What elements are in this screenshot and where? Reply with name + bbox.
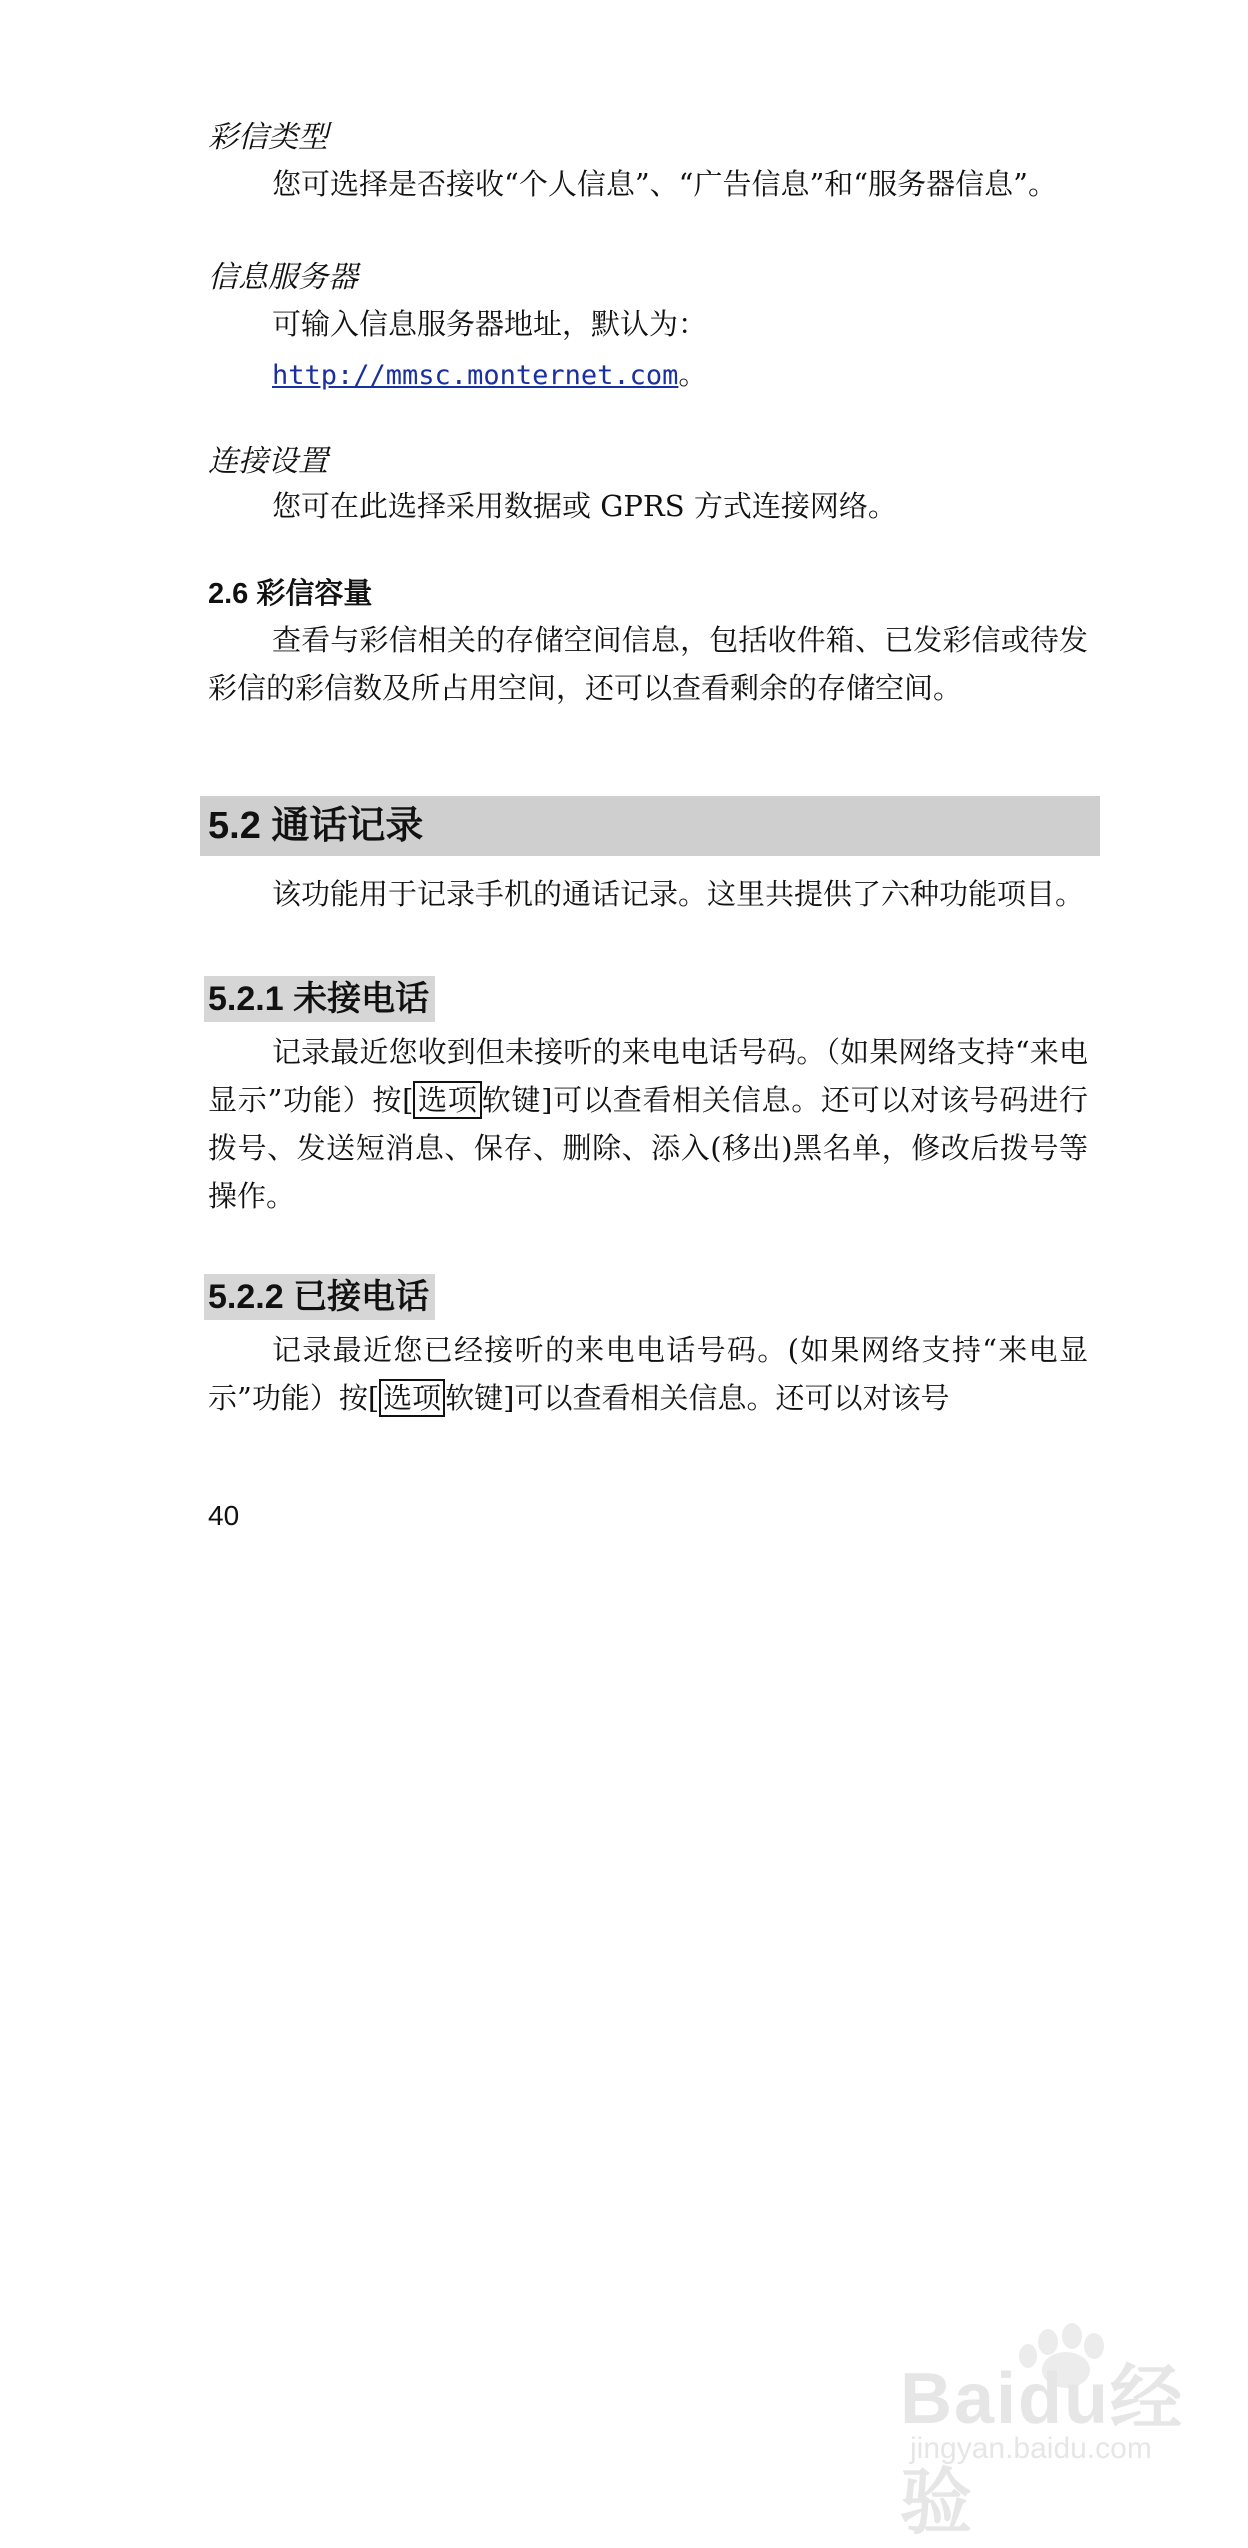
watermark-brand: Baidu经验	[900, 2359, 1185, 2543]
received-text-after: 软键]可以查看相关信息。还可以对该号	[445, 1381, 950, 1415]
connection-text: 您可在此选择采用数据或 GPRS 方式连接网络。	[272, 489, 897, 523]
mms-type-heading: 彩信类型	[208, 120, 328, 155]
missed-calls-text	[208, 1028, 1088, 1220]
options-softkey-label: 选项	[413, 1081, 481, 1119]
received-calls-heading: 5.2.2 已接电话	[204, 1274, 435, 1320]
call-log-heading: 5.2 通话记录	[200, 796, 1100, 856]
page-number: 40	[208, 1500, 240, 1531]
mms-type-text: 您可选择是否接收“个人信息”、“广告信息”和“服务器信息”。	[272, 167, 1057, 201]
url-suffix: 。	[678, 357, 708, 391]
capacity-text: 查看与彩信相关的存储空间信息，包括收件箱、已发彩信或待发彩信的彩信数及所占用空间，还可以查看剩余的存储空间。	[208, 623, 1088, 705]
options-softkey-label-2: 选项	[379, 1379, 445, 1417]
watermark-url: jingyan.baidu.com	[910, 2432, 1152, 2465]
received-calls-text	[208, 1326, 1088, 1422]
missed-text-after: 软键]可以查看相关信息。还可以对该号码进行拨号、发送短消息、保存、删除、添入(移出)黑名单，修改后拨号等操作。	[208, 1083, 1088, 1213]
missed-calls-heading: 5.2.1 未接电话	[204, 976, 435, 1022]
capacity-heading: 2.6 彩信容量	[208, 578, 373, 610]
received-text-before: 记录最近您已经接听的来电电话号码。(如果网络支持“来电显示”功能）按[	[208, 1333, 1088, 1415]
server-url-link[interactable]: http://mmsc.monternet.com	[272, 360, 679, 391]
info-server-text: 可输入信息服务器地址，默认为：	[272, 307, 708, 341]
baidu-watermark	[880, 2320, 1210, 2543]
info-server-heading: 信息服务器	[208, 260, 358, 295]
missed-text-before: 记录最近您收到但未接听的来电电话号码。（如果网络支持“来电显示”功能）按[	[208, 1035, 1088, 1117]
info-server-url-line	[272, 350, 1072, 400]
call-log-text: 该功能用于记录手机的通话记录。这里共提供了六种功能项目。	[272, 877, 1085, 911]
connection-heading: 连接设置	[208, 444, 328, 479]
